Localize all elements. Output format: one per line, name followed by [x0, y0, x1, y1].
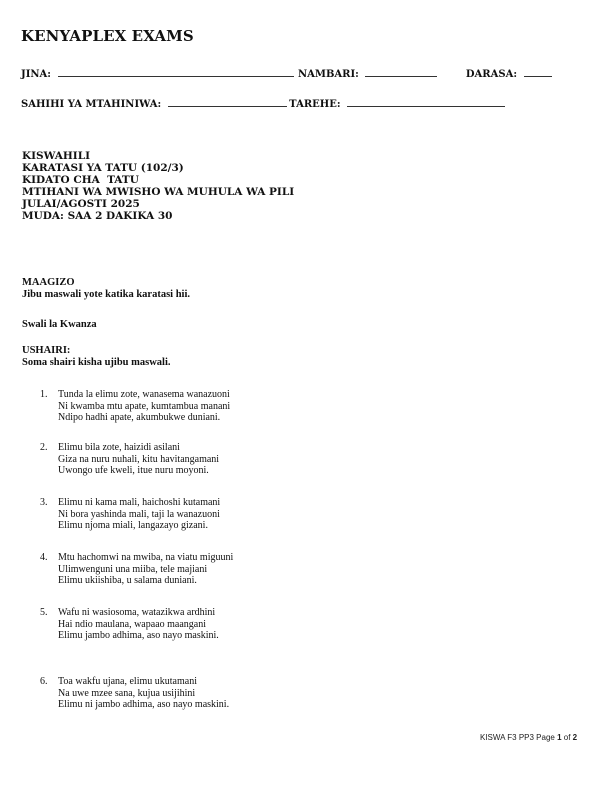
poem-line: Tunda la elimu zote, wanasema wanazuoni — [58, 389, 230, 400]
exam-duration: MUDA: SAA 2 DAKIKA 30 — [22, 210, 173, 222]
signature-field[interactable] — [168, 97, 287, 107]
form-level: KIDATO CHA TATU — [22, 174, 139, 186]
poem-line: Hai ndio maulana, wapaao maangani — [58, 618, 206, 630]
instructions-text: Jibu maswali yote katika karatasi hii. — [22, 289, 191, 300]
poem-line: Giza na nuru nuhali, kitu havitangamani — [58, 453, 220, 465]
stanza-number: 6. — [40, 676, 48, 687]
poem-line: Ndipo hadhi apate, akumbukwe duniani. — [58, 412, 221, 424]
poem-line: Elimu bila zote, haizidi asilani — [58, 442, 180, 453]
instructions-heading: MAAGIZO — [22, 277, 75, 288]
footer-of: of — [561, 733, 573, 742]
question-section — [22, 345, 171, 369]
poem-line: Wafu ni wasiosoma, watazikwa ardhini — [58, 607, 216, 618]
number-label: NAMBARI: — [298, 69, 359, 80]
instructions-block — [22, 277, 190, 301]
form-row-1 — [21, 67, 552, 80]
poem-line: Na uwe mzee sana, kujua usijihini — [58, 687, 196, 699]
stanza-number: 5. — [40, 607, 48, 618]
poem-line: Elimu njoma miali, langazayo gizani. — [58, 520, 208, 532]
form-row-2 — [21, 97, 505, 110]
poem-line: Uwongo ufe kweli, itue nuru moyoni. — [58, 465, 209, 477]
class-field[interactable] — [524, 67, 552, 77]
poem-line: Ni bora yashinda mali, taji la wanazuoni — [58, 508, 220, 520]
poem-line: Elimu ni jambo adhima, aso nayo maskini. — [58, 699, 230, 711]
signature-label: SAHIHI YA MTAHINIWA: — [21, 99, 162, 110]
subject: KISWAHILI — [22, 150, 91, 162]
class-label: DARASA: — [465, 69, 518, 80]
poem-line: Elimu ukiishiba, u salama duniani. — [58, 575, 197, 587]
poem-line: Ulimwenguni una miiba, tele majiani — [58, 563, 208, 575]
page-footer — [480, 733, 577, 742]
section-heading: USHAIRI: — [22, 345, 71, 356]
exam-name: MTIHANI WA MWISHO WA MUHULA WA PILI — [22, 186, 295, 198]
stanza-number: 1. — [40, 389, 48, 400]
poem-line: Toa wakfu ujana, elimu ukutamani — [58, 676, 197, 687]
exam-brand-title: KENYAPLEX EXAMS — [21, 27, 194, 45]
name-field[interactable] — [58, 67, 294, 77]
date-label: TAREHE: — [289, 99, 341, 110]
section-instruction: Soma shairi kisha ujibu maswali. — [22, 357, 171, 368]
footer-page-total: 2 — [572, 733, 578, 742]
exam-info-block — [22, 150, 294, 222]
stanza-number: 4. — [40, 552, 48, 563]
footer-code: KISWA F3 PP3 Page — [480, 733, 558, 742]
date-field[interactable] — [347, 97, 505, 107]
stanza-number: 2. — [40, 442, 48, 453]
footer-page-number: 1 — [557, 733, 562, 742]
question-title: Swali la Kwanza — [22, 319, 97, 330]
exam-period: JULAI/AGOSTI 2025 — [22, 198, 140, 210]
poem-line: Ni kwamba mtu apate, kumtambua manani — [58, 400, 231, 412]
poem-line: Mtu hachomwi na mwiba, na viatu miguuni — [58, 552, 234, 563]
paper: KARATASI YA TATU (102/3) — [22, 162, 184, 174]
name-label: JINA: — [21, 69, 51, 80]
number-field[interactable] — [365, 67, 437, 77]
poem-line: Elimu jambo adhima, aso nayo maskini. — [58, 630, 219, 642]
stanza-number: 3. — [40, 497, 48, 508]
poem-line: Elimu ni kama mali, haichoshi kutamani — [58, 497, 221, 508]
